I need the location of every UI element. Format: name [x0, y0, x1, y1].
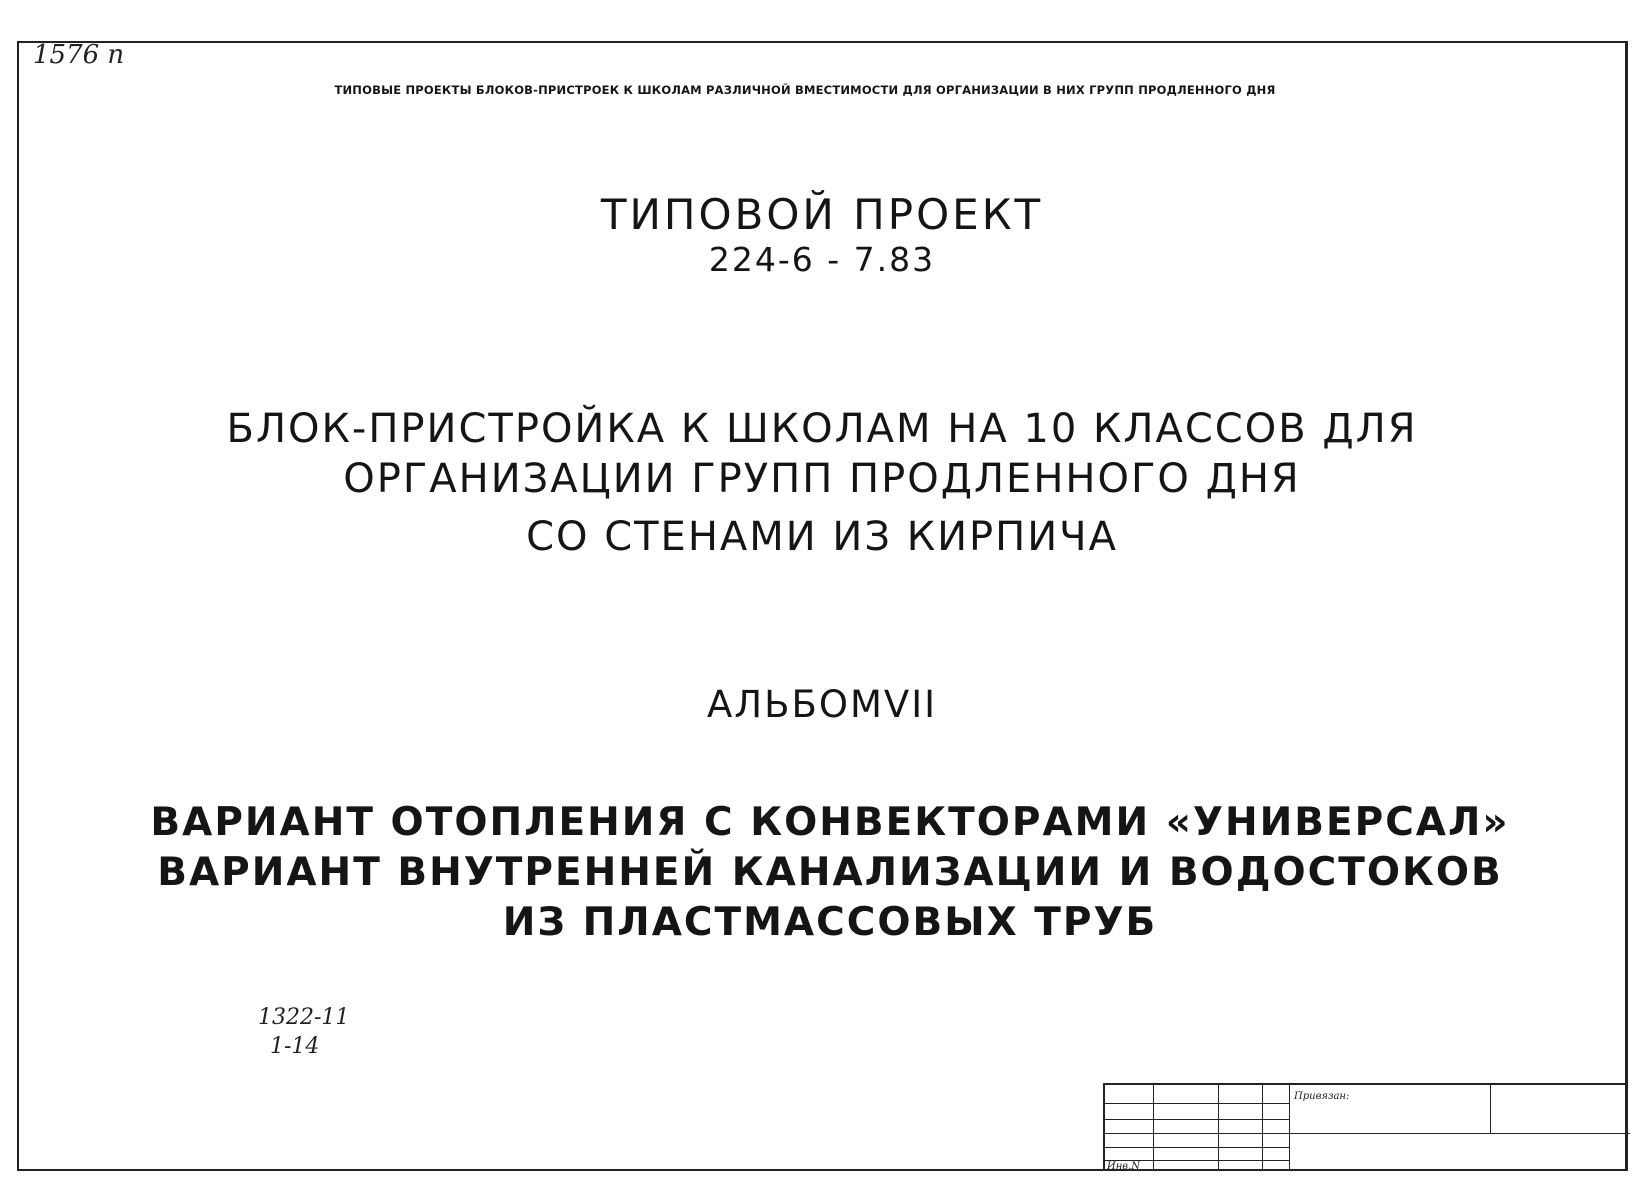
stamp-divider [1153, 1085, 1154, 1171]
subject-line-2: ОРГАНИЗАЦИИ ГРУПП ПРОДЛЕННОГО ДНЯ [343, 456, 1301, 502]
stamp-linked-label: Привязан: [1294, 1091, 1350, 1102]
stamp-divider [1218, 1085, 1219, 1171]
series-title: ТИПОВЫЕ ПРОЕКТЫ БЛОКОВ-ПРИСТРОЕК К ШКОЛАМ РАЗЛИЧНОЙ ВМЕСТИМОСТИ ДЛЯ ОРГАНИЗАЦИИ В НИХ ГРУПП ПРОДЛЕННОГО ДНЯ [334, 83, 1276, 97]
stamp-divider [1490, 1085, 1491, 1133]
subject-line-1: БЛОК-ПРИСТРОЙКА К ШКОЛАМ НА 10 КЛАССОВ ДЛЯ [226, 406, 1418, 452]
variant-line-2: ВАРИАНТ ВНУТРЕННЕЙ КАНАЛИЗАЦИИ И ВОДОСТОКОВ [157, 850, 1503, 895]
project-number: 224-6 - 7.83 [708, 240, 936, 279]
stamp-inventory-label: Инв.N [1107, 1161, 1141, 1172]
stamp-row-line [1105, 1119, 1289, 1120]
album-title: АЛЬБОМVII [706, 683, 938, 726]
inventory-mark: 1576 п [33, 40, 125, 70]
handwritten-code-line-1: 1322-11 [258, 1005, 350, 1030]
variant-line-3: ИЗ ПЛАСТМАССОВЫХ ТРУБ [502, 900, 1158, 945]
stamp-divider [1262, 1085, 1263, 1171]
variant-line-1: ВАРИАНТ ОТОПЛЕНИЯ С КОНВЕКТОРАМИ «УНИВЕРСАЛ» [150, 800, 1510, 845]
stamp-divider [1289, 1085, 1290, 1171]
subject-line-3: СО СТЕНАМИ ИЗ КИРПИЧА [526, 514, 1118, 560]
title-block-stamp [1103, 1083, 1628, 1171]
stamp-row-line [1105, 1147, 1289, 1148]
handwritten-code-line-2: 1-14 [270, 1034, 320, 1059]
stamp-row-line [1105, 1133, 1630, 1134]
project-title: ТИПОВОЙ ПРОЕКТ [600, 190, 1044, 239]
stamp-row-line [1105, 1103, 1289, 1104]
